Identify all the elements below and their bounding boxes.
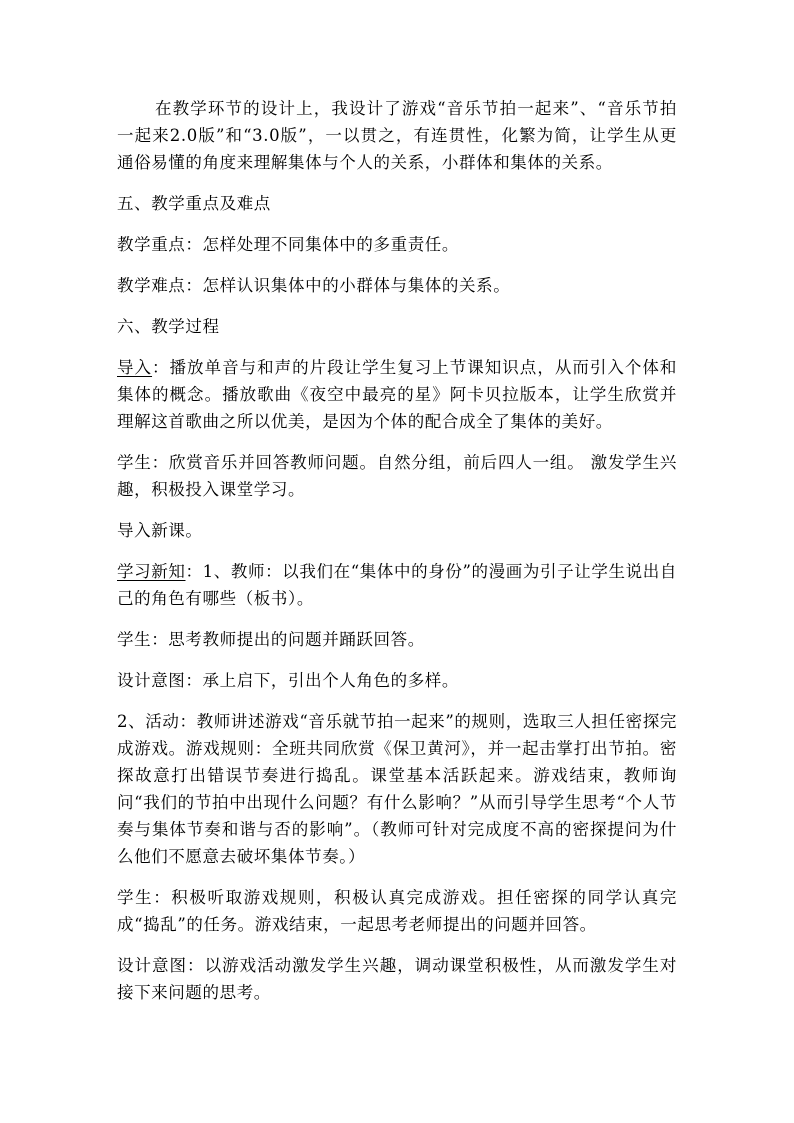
paragraph-text: 设计意图：以游戏活动激发学生兴趣，调动课堂积极性，从而激发学生对接下来问题的思考。 bbox=[117, 956, 677, 1002]
paragraph-text: 学生：积极听取游戏规则，积极认真完成游戏。担任密探的同学认真完成“捣乱”的任务。游戏结束，一起思考老师提出的问题并回答。 bbox=[117, 888, 677, 934]
paragraph-text: 教学难点：怎样认识集体中的小群体与集体的关系。 bbox=[117, 276, 511, 295]
paragraph-text: 导入新课。 bbox=[117, 521, 203, 540]
heading-text: 六、教学过程 bbox=[117, 317, 220, 336]
paragraph-text: ：播放单音与和声的片段让学生复习上节课知识点，从而引入个体和集体的概念。播放歌曲《夜空中最亮的星》阿卡贝拉版本，让学生欣赏并理解这首歌曲之所以优美，是因为个体的配合成全了集体的美好。 bbox=[117, 358, 678, 431]
document-body bbox=[117, 95, 677, 1020]
section-heading-key-points bbox=[117, 190, 677, 217]
paragraph-text: 在教学环节的设计上，我设计了游戏“音乐节拍一起来”、“音乐节拍一起来2.0版”和“3.0版”，一以贯之，有连贯性，化繁为简，让学生从更通俗易懂的角度来理解集体与个人的关系，小群体和集体的关系。 bbox=[117, 99, 677, 172]
paragraph-new-lesson bbox=[117, 517, 677, 544]
paragraph-activity bbox=[117, 708, 677, 870]
paragraph-student-response-3 bbox=[117, 884, 677, 938]
paragraph-new-knowledge bbox=[117, 558, 677, 612]
paragraph-text: 学生：欣赏音乐并回答教师问题。自然分组，前后四人一组。 激发学生兴趣，积极投入课堂学习。 bbox=[117, 453, 677, 499]
paragraph-student-response-1 bbox=[117, 449, 677, 503]
underlined-lead: 学习新知 bbox=[117, 562, 186, 581]
paragraph-design-intro bbox=[117, 95, 677, 176]
section-heading-process bbox=[117, 313, 677, 340]
paragraph-text: 设计意图：承上启下，引出个人角色的多样。 bbox=[117, 671, 459, 690]
paragraph-key-point bbox=[117, 231, 677, 258]
paragraph-text: 2、活动：教师讲述游戏“音乐就节拍一起来”的规则，选取三人担任密探完成游戏。游戏规则：全班共同欣赏《保卫黄河》，并一起击掌打出节拍。密探故意打出错误节奏进行捣乱。课堂基本活跃起来。游戏结束，教师询问“我们的节拍中出现什么问题？有什么影响？”从而引导学生思考“个人节奏与集体节奏和谐与否的影响”。（教师可针对完成度不高的密探提问为什么他们不愿意去破坏集体节奏。） bbox=[117, 712, 677, 866]
paragraph-design-intent-2 bbox=[117, 952, 677, 1006]
paragraph-text: ：1、教师：以我们在“集体中的身份”的漫画为引子让学生说出自己的角色有哪些（板书）。 bbox=[117, 562, 677, 608]
paragraph-introduction bbox=[117, 354, 677, 435]
underlined-lead: 导入 bbox=[117, 358, 153, 377]
heading-text: 五、教学重点及难点 bbox=[117, 194, 271, 213]
paragraph-text: 学生：思考教师提出的问题并踊跃回答。 bbox=[117, 630, 425, 649]
paragraph-text: 教学重点：怎样处理不同集体中的多重责任。 bbox=[117, 235, 459, 254]
paragraph-difficult-point bbox=[117, 272, 677, 299]
paragraph-design-intent-1 bbox=[117, 667, 677, 694]
paragraph-student-response-2 bbox=[117, 626, 677, 653]
